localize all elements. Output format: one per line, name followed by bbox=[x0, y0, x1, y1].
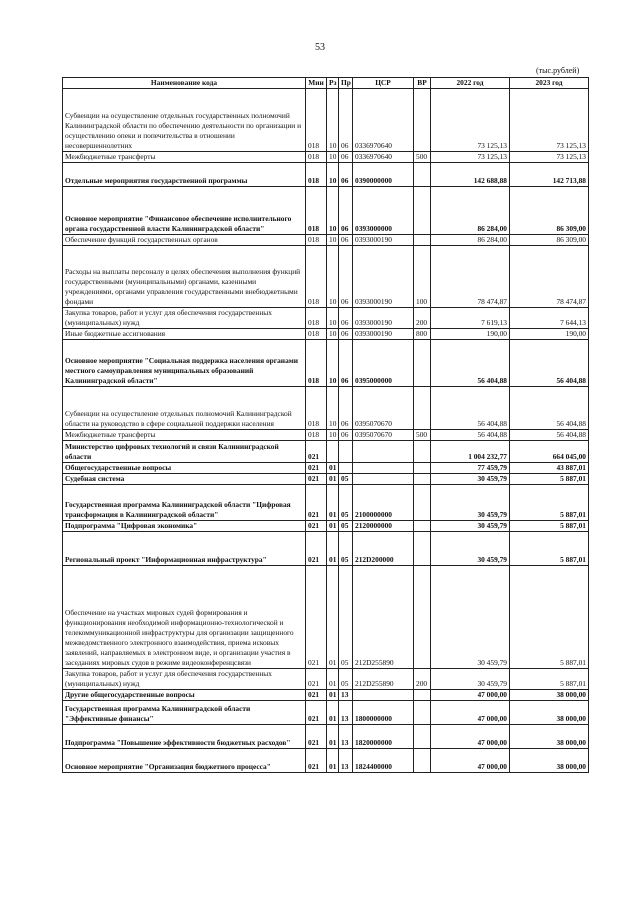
cell-2023: 78 474,87 bbox=[510, 246, 589, 308]
cell-2022: 47 000,00 bbox=[431, 749, 510, 773]
cell-2022: 73 125,13 bbox=[431, 89, 510, 152]
cell-2022: 86 284,00 bbox=[431, 187, 510, 235]
cell-section: 01 bbox=[327, 749, 339, 773]
cell-ministry: 021 bbox=[306, 690, 327, 701]
cell-section: 01 bbox=[327, 463, 339, 474]
cell-2022: 30 459,79 bbox=[431, 521, 510, 532]
cell-subsection bbox=[339, 441, 353, 463]
cell-2022: 30 459,79 bbox=[431, 474, 510, 485]
cell-ministry: 021 bbox=[306, 521, 327, 532]
cell-target-article: 0395070670 bbox=[353, 430, 414, 441]
page-number: 53 bbox=[315, 42, 325, 53]
cell-subsection: 06 bbox=[339, 308, 353, 329]
cell-section: 10 bbox=[327, 329, 339, 340]
table-row bbox=[63, 246, 589, 308]
cell-ministry: 018 bbox=[306, 329, 327, 340]
table-row bbox=[63, 387, 589, 430]
table-row bbox=[63, 430, 589, 441]
cell-subsection: 05 bbox=[339, 566, 353, 669]
cell-ministry: 021 bbox=[306, 701, 327, 725]
cell-2022: 56 404,88 bbox=[431, 430, 510, 441]
cell-2023: 73 125,13 bbox=[510, 152, 589, 163]
cell-2023: 5 887,01 bbox=[510, 485, 589, 521]
cell-target-article: 0395000000 bbox=[353, 340, 414, 387]
cell-ministry: 021 bbox=[306, 463, 327, 474]
header-2022: 2022 год bbox=[431, 78, 510, 89]
cell-section: 01 bbox=[327, 532, 339, 566]
cell-name: Субвенции на осуществление отдельных полномочий Калининградской области на руководство в сфере социальной поддержки населения bbox=[63, 387, 306, 430]
cell-subsection: 13 bbox=[339, 701, 353, 725]
cell-name: Подпрограмма "Цифровая экономика" bbox=[63, 521, 306, 532]
cell-target-article bbox=[353, 690, 414, 701]
cell-expense-type bbox=[414, 521, 431, 532]
cell-expense-type bbox=[414, 340, 431, 387]
cell-target-article bbox=[353, 463, 414, 474]
cell-expense-type: 800 bbox=[414, 329, 431, 340]
cell-2023: 7 644,13 bbox=[510, 308, 589, 329]
table-row bbox=[63, 187, 589, 235]
cell-section: 01 bbox=[327, 725, 339, 749]
table-row bbox=[63, 235, 589, 246]
cell-name: Региональный проект "Информационная инфраструктура" bbox=[63, 532, 306, 566]
cell-target-article: 212D255890 bbox=[353, 669, 414, 690]
cell-ministry: 021 bbox=[306, 474, 327, 485]
cell-subsection: 13 bbox=[339, 690, 353, 701]
cell-name: Обеспечение на участках мировых судей формирования и функционирования необходимой информационно-технологической и телекоммуникационной инфраструктуры для организации защищенного межведомственного электронного взаимодействия, приема исковых заявлений, направляемых в электронном виде, и организации участия в заседаниях мировых судов в режиме видеоконференцсвязи bbox=[63, 566, 306, 669]
cell-ministry: 018 bbox=[306, 340, 327, 387]
cell-name: Основное мероприятие "Финансовое обеспечение исполнительного органа государственной власти Калининградской области" bbox=[63, 187, 306, 235]
cell-expense-type bbox=[414, 463, 431, 474]
cell-name: Закупка товаров, работ и услуг для обеспечения государственных (муниципальных) нужд bbox=[63, 308, 306, 329]
cell-section: 10 bbox=[327, 246, 339, 308]
cell-expense-type bbox=[414, 387, 431, 430]
cell-2023: 56 404,88 bbox=[510, 387, 589, 430]
cell-2023: 142 713,88 bbox=[510, 163, 589, 187]
cell-2022: 56 404,88 bbox=[431, 340, 510, 387]
cell-name: Межбюджетные трансферты bbox=[63, 152, 306, 163]
cell-ministry: 021 bbox=[306, 441, 327, 463]
cell-2023: 5 887,01 bbox=[510, 566, 589, 669]
cell-expense-type bbox=[414, 485, 431, 521]
cell-expense-type bbox=[414, 441, 431, 463]
cell-target-article: 0393000190 bbox=[353, 308, 414, 329]
cell-section: 10 bbox=[327, 163, 339, 187]
cell-name: Государственная программа Калининградской области "Эффективные финансы" bbox=[63, 701, 306, 725]
table-row bbox=[63, 152, 589, 163]
cell-ministry: 018 bbox=[306, 187, 327, 235]
header-rz: Рз bbox=[327, 78, 339, 89]
cell-ministry: 021 bbox=[306, 485, 327, 521]
cell-target-article: 0336970640 bbox=[353, 152, 414, 163]
cell-expense-type bbox=[414, 163, 431, 187]
cell-subsection: 06 bbox=[339, 89, 353, 152]
cell-expense-type bbox=[414, 474, 431, 485]
cell-2023: 38 000,00 bbox=[510, 701, 589, 725]
cell-name: Обеспечение функций государственных органов bbox=[63, 235, 306, 246]
header-min: Мин bbox=[306, 78, 327, 89]
header-vr: ВР bbox=[414, 78, 431, 89]
cell-2022: 30 459,79 bbox=[431, 485, 510, 521]
cell-section: 10 bbox=[327, 340, 339, 387]
cell-2022: 1 004 232,77 bbox=[431, 441, 510, 463]
cell-expense-type bbox=[414, 235, 431, 246]
cell-2022: 77 459,79 bbox=[431, 463, 510, 474]
cell-expense-type: 200 bbox=[414, 669, 431, 690]
cell-ministry: 018 bbox=[306, 235, 327, 246]
cell-ministry: 021 bbox=[306, 532, 327, 566]
cell-2022: 78 474,87 bbox=[431, 246, 510, 308]
cell-ministry: 018 bbox=[306, 246, 327, 308]
cell-2023: 5 887,01 bbox=[510, 532, 589, 566]
cell-2023: 190,00 bbox=[510, 329, 589, 340]
cell-2022: 30 459,79 bbox=[431, 532, 510, 566]
cell-2022: 56 404,88 bbox=[431, 387, 510, 430]
cell-subsection: 06 bbox=[339, 187, 353, 235]
cell-expense-type bbox=[414, 89, 431, 152]
cell-expense-type: 100 bbox=[414, 246, 431, 308]
table-row bbox=[63, 163, 589, 187]
cell-target-article: 0393000190 bbox=[353, 235, 414, 246]
cell-subsection: 13 bbox=[339, 749, 353, 773]
cell-2022: 30 459,79 bbox=[431, 669, 510, 690]
cell-ministry: 018 bbox=[306, 308, 327, 329]
units-label: (тыс.рублей) bbox=[536, 66, 580, 75]
cell-expense-type bbox=[414, 749, 431, 773]
cell-2022: 86 284,00 bbox=[431, 235, 510, 246]
cell-2023: 86 309,00 bbox=[510, 235, 589, 246]
cell-2022: 7 619,13 bbox=[431, 308, 510, 329]
cell-2022: 47 000,00 bbox=[431, 725, 510, 749]
cell-subsection: 05 bbox=[339, 532, 353, 566]
cell-section: 01 bbox=[327, 485, 339, 521]
cell-expense-type bbox=[414, 725, 431, 749]
table-row bbox=[63, 521, 589, 532]
cell-2022: 142 688,88 bbox=[431, 163, 510, 187]
table-row bbox=[63, 566, 589, 669]
table-row bbox=[63, 340, 589, 387]
cell-subsection: 06 bbox=[339, 340, 353, 387]
cell-expense-type: 500 bbox=[414, 152, 431, 163]
cell-2023: 56 404,88 bbox=[510, 430, 589, 441]
cell-section: 10 bbox=[327, 430, 339, 441]
table-row bbox=[63, 441, 589, 463]
cell-section: 01 bbox=[327, 474, 339, 485]
cell-target-article: 212D200000 bbox=[353, 532, 414, 566]
cell-expense-type bbox=[414, 532, 431, 566]
cell-subsection: 05 bbox=[339, 474, 353, 485]
cell-expense-type bbox=[414, 566, 431, 669]
cell-ministry: 018 bbox=[306, 152, 327, 163]
header-2023: 2023 год bbox=[510, 78, 589, 89]
cell-2023: 5 887,01 bbox=[510, 669, 589, 690]
cell-name: Судебная система bbox=[63, 474, 306, 485]
cell-name: Другие общегосударственные вопросы bbox=[63, 690, 306, 701]
table-row bbox=[63, 463, 589, 474]
cell-expense-type: 200 bbox=[414, 308, 431, 329]
cell-subsection: 05 bbox=[339, 485, 353, 521]
cell-subsection: 13 bbox=[339, 725, 353, 749]
cell-target-article: 1820000000 bbox=[353, 725, 414, 749]
cell-2022: 47 000,00 bbox=[431, 701, 510, 725]
cell-name: Расходы на выплаты персоналу в целях обеспечения выполнения функций государственными (муниципальными) органами, казенными учреждениями, органами управления государственными внебюджетными фондами bbox=[63, 246, 306, 308]
cell-2023: 73 125,13 bbox=[510, 89, 589, 152]
cell-ministry: 021 bbox=[306, 566, 327, 669]
cell-2023: 38 000,00 bbox=[510, 725, 589, 749]
cell-section: 10 bbox=[327, 235, 339, 246]
cell-subsection: 06 bbox=[339, 430, 353, 441]
cell-expense-type bbox=[414, 701, 431, 725]
cell-target-article: 0393000190 bbox=[353, 329, 414, 340]
table-row bbox=[63, 474, 589, 485]
cell-2022: 73 125,13 bbox=[431, 152, 510, 163]
cell-target-article: 0393000190 bbox=[353, 246, 414, 308]
cell-name: Основное мероприятие "Социальная поддержка населения органами местного самоуправления муниципальных образований Калининградской области" bbox=[63, 340, 306, 387]
header-csr: ЦСР bbox=[353, 78, 414, 89]
table-row bbox=[63, 532, 589, 566]
cell-name: Межбюджетные трансферты bbox=[63, 430, 306, 441]
cell-subsection: 06 bbox=[339, 235, 353, 246]
cell-name: Основное мероприятие "Организация бюджетного процесса" bbox=[63, 749, 306, 773]
cell-expense-type: 500 bbox=[414, 430, 431, 441]
table-header-row bbox=[63, 78, 589, 89]
cell-2023: 5 887,01 bbox=[510, 474, 589, 485]
cell-target-article: 0390000000 bbox=[353, 163, 414, 187]
header-pr: Пр bbox=[339, 78, 353, 89]
cell-section: 10 bbox=[327, 387, 339, 430]
cell-subsection: 05 bbox=[339, 669, 353, 690]
cell-target-article: 0393000000 bbox=[353, 187, 414, 235]
cell-ministry: 021 bbox=[306, 669, 327, 690]
cell-subsection: 06 bbox=[339, 152, 353, 163]
cell-ministry: 018 bbox=[306, 430, 327, 441]
cell-name: Общегосударственные вопросы bbox=[63, 463, 306, 474]
table-row bbox=[63, 485, 589, 521]
cell-ministry: 021 bbox=[306, 749, 327, 773]
cell-2023: 56 404,88 bbox=[510, 340, 589, 387]
cell-2023: 38 000,00 bbox=[510, 749, 589, 773]
table-row bbox=[63, 669, 589, 690]
table-row bbox=[63, 690, 589, 701]
cell-name: Иные бюджетные ассигнования bbox=[63, 329, 306, 340]
cell-2023: 664 045,00 bbox=[510, 441, 589, 463]
budget-table bbox=[62, 77, 589, 773]
cell-section: 01 bbox=[327, 690, 339, 701]
cell-subsection: 06 bbox=[339, 329, 353, 340]
cell-name: Отдельные мероприятия государственной программы bbox=[63, 163, 306, 187]
cell-expense-type bbox=[414, 690, 431, 701]
cell-2022: 30 459,79 bbox=[431, 566, 510, 669]
cell-name: Подпрограмма "Повышение эффективности бюджетных расходов" bbox=[63, 725, 306, 749]
cell-target-article: 212D255890 bbox=[353, 566, 414, 669]
cell-2023: 86 309,00 bbox=[510, 187, 589, 235]
header-name: Наименование кода bbox=[63, 78, 306, 89]
cell-section: 01 bbox=[327, 521, 339, 532]
cell-2023: 5 887,01 bbox=[510, 521, 589, 532]
cell-section: 10 bbox=[327, 89, 339, 152]
table-row bbox=[63, 89, 589, 152]
cell-name: Министерство цифровых технологий и связи Калининградской области bbox=[63, 441, 306, 463]
cell-target-article bbox=[353, 474, 414, 485]
cell-subsection: 05 bbox=[339, 521, 353, 532]
table-row bbox=[63, 701, 589, 725]
cell-section: 10 bbox=[327, 152, 339, 163]
cell-target-article: 1800000000 bbox=[353, 701, 414, 725]
table-row bbox=[63, 308, 589, 329]
cell-section: 01 bbox=[327, 669, 339, 690]
cell-ministry: 018 bbox=[306, 89, 327, 152]
cell-target-article: 2120000000 bbox=[353, 521, 414, 532]
cell-subsection bbox=[339, 463, 353, 474]
cell-target-article: 1824400000 bbox=[353, 749, 414, 773]
cell-subsection: 06 bbox=[339, 246, 353, 308]
cell-section bbox=[327, 441, 339, 463]
cell-2022: 190,00 bbox=[431, 329, 510, 340]
cell-2023: 38 000,00 bbox=[510, 690, 589, 701]
cell-target-article bbox=[353, 441, 414, 463]
cell-name: Закупка товаров, работ и услуг для обеспечения государственных (муниципальных) нужд bbox=[63, 669, 306, 690]
cell-ministry: 018 bbox=[306, 163, 327, 187]
cell-ministry: 018 bbox=[306, 387, 327, 430]
cell-expense-type bbox=[414, 187, 431, 235]
cell-ministry: 021 bbox=[306, 725, 327, 749]
cell-section: 10 bbox=[327, 187, 339, 235]
table-row bbox=[63, 725, 589, 749]
table-row bbox=[63, 329, 589, 340]
cell-name: Государственная программа Калининградской области "Цифровая трансформация в Калининградской области" bbox=[63, 485, 306, 521]
table-row bbox=[63, 749, 589, 773]
cell-section: 10 bbox=[327, 308, 339, 329]
cell-target-article: 0336970640 bbox=[353, 89, 414, 152]
cell-name: Субвенции на осуществление отдельных государственных полномочий Калининградской области по обеспечению деятельности по организации и осуществлению опеки и попечительства в отношении несовершеннолетних bbox=[63, 89, 306, 152]
cell-2023: 43 887,01 bbox=[510, 463, 589, 474]
cell-target-article: 0395070670 bbox=[353, 387, 414, 430]
cell-section: 01 bbox=[327, 701, 339, 725]
cell-subsection: 06 bbox=[339, 387, 353, 430]
cell-target-article: 2100000000 bbox=[353, 485, 414, 521]
cell-subsection: 06 bbox=[339, 163, 353, 187]
cell-section: 01 bbox=[327, 566, 339, 669]
cell-2022: 47 000,00 bbox=[431, 690, 510, 701]
